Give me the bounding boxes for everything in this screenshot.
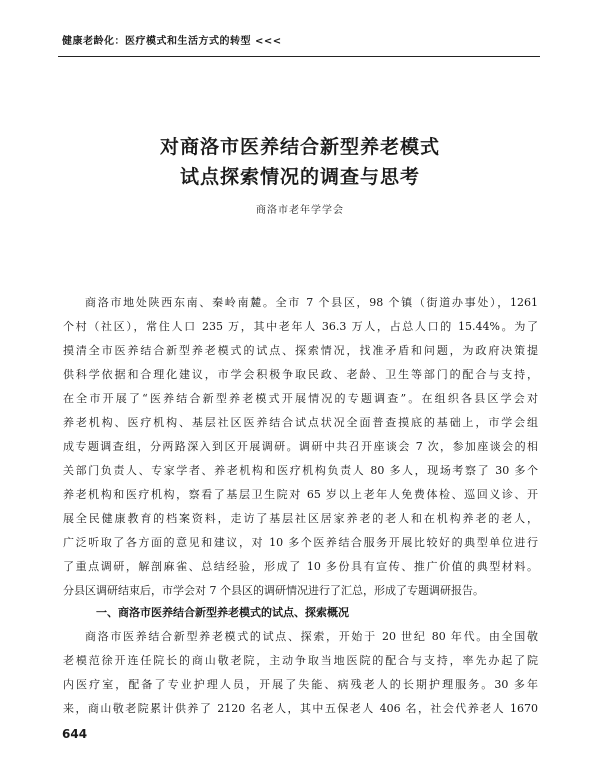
author-affiliation: 商洛市老年学学会 [256, 205, 344, 216]
text-line: 广泛听取了各方面的意见和建议，对 10 多个医养结合服务开展比较好的典型单位进行 [63, 536, 538, 549]
text-line: 关部门负责人、专家学者、养老机构和医疗机构负责人 80 多人，现场考察了 30 多个 [63, 464, 538, 477]
text-line: 摸清全市医养结合新型养老模式的试点、探索情况，找准矛盾和问题，为政府决策提 [63, 344, 538, 357]
text-line: 商洛市地处陕西东南、秦岭南麓。全市 7 个县区，98 个镇（街道办事处），1261 [85, 296, 538, 309]
page-number: 644 [62, 727, 88, 741]
section-heading: 一、商洛市医养结合新型养老模式的试点、探索概况 [96, 606, 349, 619]
running-head: 健康老龄化：医疗模式和生活方式的转型 <<< [62, 36, 282, 47]
text-line: 商洛市医养结合新型养老模式的试点、探索，开始于 20 世纪 80 年代。由全国敬 [85, 630, 538, 643]
text-line: 养老机构和医疗机构，察看了基层卫生院对 65 岁以上老年人免费体检、巡回义诊、开 [63, 488, 538, 501]
text-line: 老模范徐开连任院长的商山敬老院，主动争取当地医院的配合与支持，率先办起了院 [63, 654, 538, 667]
text-line: 来，商山敬老院累计供养了 2120 名老人，其中五保老人 406 名，社会代养老人 1670 [63, 702, 538, 715]
header-divider [58, 56, 540, 57]
article-title-line-2: 试点探索情况的调查与思考 [179, 166, 420, 188]
text-line: 分县区调研结束后，市学会对 7 个县区的调研情况进行了汇总，形成了专题调研报告。 [63, 584, 484, 597]
text-line: 在全市开展了“医养结合新型养老模式开展情况的专题调查”。在组织各县区学会对 [63, 392, 538, 405]
text-line: 展全民健康教育的档案资料，走访了基层社区居家养老的老人和在机构养老的老人， [63, 512, 538, 525]
text-line: 了重点调研，解剖麻雀、总结经验，形成了 10 多份具有宣传、推广价值的典型材料。 [63, 560, 538, 573]
text-line: 内医疗室，配备了专业护理人员，开展了失能、病残老人的长期护理服务。30 多年 [63, 678, 538, 691]
text-line: 成专题调查组，分两路深入到区开展调研。调研中共召开座谈会 7 次，参加座谈会的相 [63, 440, 538, 453]
text-line: 养老机构、医疗机构、基层社区医养结合试点状况全面普查摸底的基础上，市学会组 [63, 416, 538, 429]
text-line: 个村（社区），常住人口 235 万，其中老年人 36.3 万人，占总人口的 15.44%。为了 [63, 320, 538, 333]
article-title-line-1: 对商洛市医养结合新型养老模式 [159, 136, 440, 158]
text-line: 供科学依据和合理化建议，市学会积极争取民政、老龄、卫生等部门的配合与支持， [63, 368, 538, 381]
